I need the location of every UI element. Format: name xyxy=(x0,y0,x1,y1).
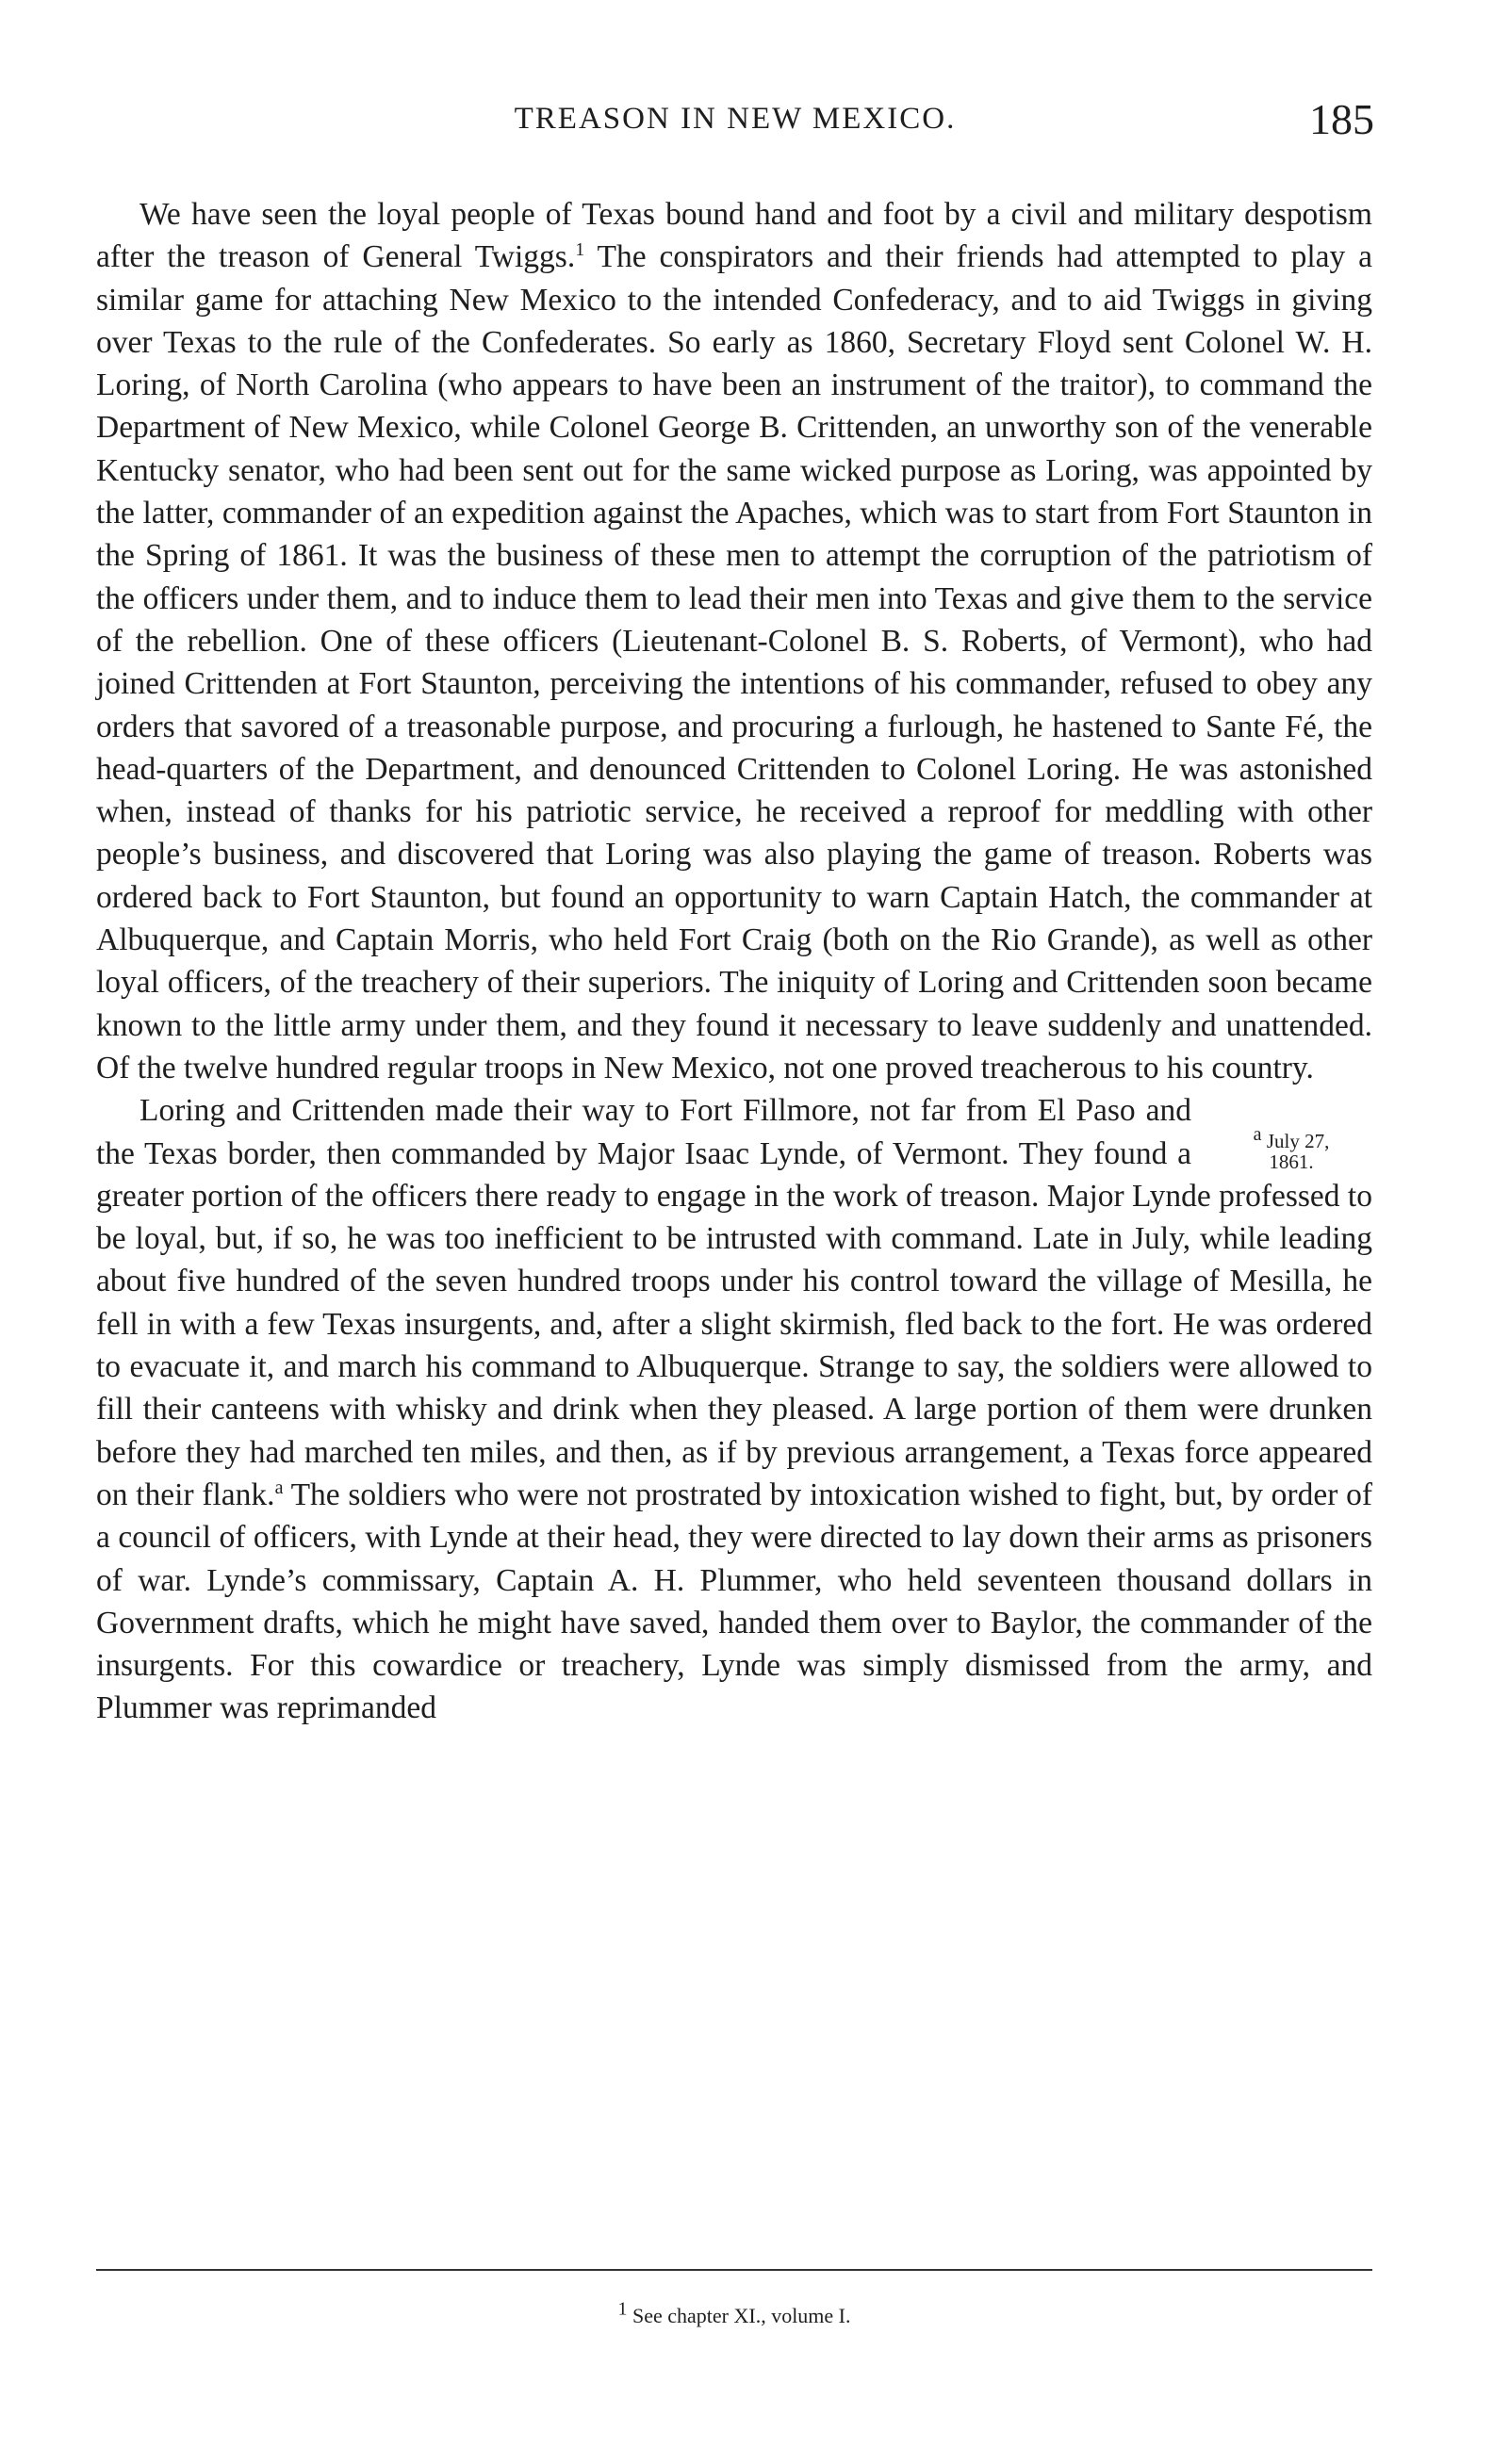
margin-note-reference-a: a xyxy=(274,1477,284,1498)
body-text xyxy=(96,193,1372,1730)
running-head xyxy=(96,94,1374,151)
paragraph-2-text-a: Loring and Crittenden made their way to Fort Fillmore, not far from El Paso and the Texas border, then commanded by Major Isaac Lynde, of Vermont. They found a greater portion of the officers there ready to engage in the work of treason. Major Lynde professed to be loyal, but, if so, he was too inefficient to be intrusted with command. Late in July, while leading about five hundred of the seven hundred troops under his control toward the village of Mesilla, he fell in with a few Texas insurgents, and, after a slight skirmish, fled back to the fort. He was ordered to evacuate it, and march his command to Albuquerque. Strange to say, the soldiers were allowed to fill their canteens with whisky and drink when they pleased. A large portion of them were drunken before they had marched ten miles, and then, as if by previous arrangement, a Texas force appeared on their flank. xyxy=(96,1093,1372,1512)
margin-note-line-1: July 27, xyxy=(1261,1130,1330,1153)
margin-note-date xyxy=(1210,1124,1372,1174)
margin-note-mark: a xyxy=(1253,1124,1262,1146)
paragraph-1 xyxy=(96,193,1372,1089)
paragraph-1-text-b: The conspirators and their friends had attempted to play a similar game for attaching New Mexico to the intended Confederacy, and to aid Twiggs in giving over Texas to the rule of the Confederates. So early as 1860, Secretary Floyd sent Colonel W. H. Loring, of North Carolina (who appears to have been an instrument of the traitor), to command the Department of New Mexico, while Colonel George B. Crittenden, an unworthy son of the venerable Kentucky senator, who had been sent out for the same wicked purpose as Loring, was appointed by the latter, commander of an expedition against the Apaches, which was to start from Fort Staunton in the Spring of 1861. It was the business of these men to attempt the corruption of the patriotism of the officers under them, and to induce them to lead their men into Texas and give them to the service of the rebellion. One of these officers (Lieutenant-Colonel B. S. Roberts, of Vermont), who had joined Crittenden at Fort Staunton, perceiving the intentions of his commander, refused to obey any orders that savored of a treasonable purpose, and procuring a furlough, he hastened to Sante Fé, the head-quarters of the Department, and denounced Crittenden to Colonel Loring. He was astonished when, instead of thanks for his patriotic service, he received a reproof for meddling with other people’s business, and discovered that Loring was also playing the game of treason. Roberts was ordered back to Fort Staunton, but found an opportunity to warn Captain Hatch, the commander at Albuquerque, and Captain Morris, who held Fort Craig (both on the Rio Grande), as well as other loyal officers, of the treachery of their superiors. The iniquity of Loring and Crittenden soon became known to the little army under them, and they found it necessary to leave suddenly and unattended. Of the twelve hundred regular troops in New Mexico, not one proved treacherous to his country. xyxy=(96,239,1372,1085)
running-title: TREASON IN NEW MEXICO. xyxy=(514,102,957,136)
footnote-reference-1: 1 xyxy=(575,239,585,261)
footnote-rule xyxy=(96,2269,1372,2271)
footnote-text: See chapter XI., volume I. xyxy=(627,2304,851,2327)
margin-note-line-2: 1861. xyxy=(1269,1150,1314,1174)
paragraph-2 xyxy=(96,1089,1372,1729)
footnote xyxy=(96,2298,1372,2328)
footnote-mark: 1 xyxy=(617,2298,628,2320)
page-number: 185 xyxy=(1309,95,1374,143)
paragraph-1-text-a: We have seen the loyal people of Texas bound hand and foot by a civil and military despotism after the treason of General Twiggs. xyxy=(96,197,1372,275)
paragraph-2-text-b: The soldiers who were not prostrated by intoxication wished to fight, but, by order of a council of officers, with Lynde at their head, they were directed to lay down their arms as prisoners of war. Lynde’s commissary, Captain A. H. Plummer, who held seventeen thousand dollars in Government drafts, which he might have saved, handed them over to Baylor, the commander of the insurgents. For this cowardice or treachery, Lynde was simply dismissed from the army, and Plummer was reprimanded xyxy=(96,1477,1372,1726)
